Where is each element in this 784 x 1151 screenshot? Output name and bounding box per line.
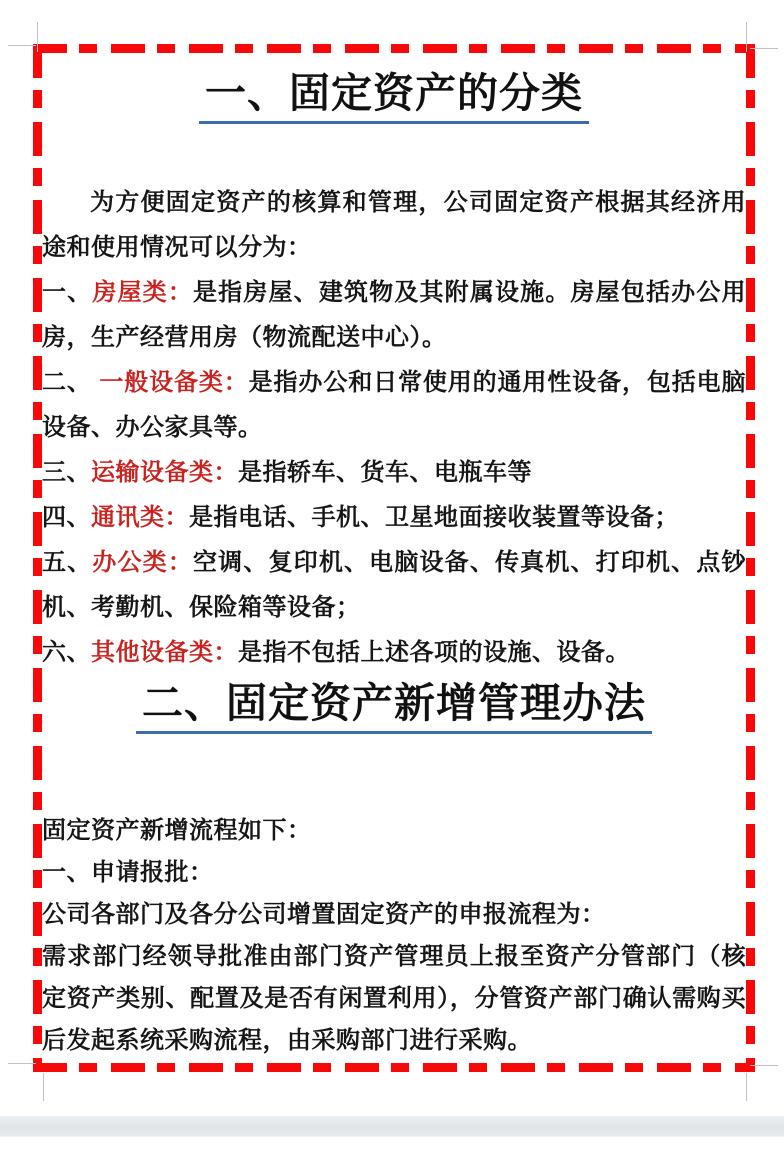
paragraph-text: 是指房屋、建筑物及其附属设施。房屋包括办公用房，生产经营用房（物流配送中心）。 [42,279,746,351]
paragraph-text: 是指轿车、货车、电瓶车等 [238,459,532,486]
category-label: 运输设备类： [91,459,238,486]
crop-mark-bottom-right-v [746,1073,747,1101]
heading-1-text: 一、固定资产的分类 [199,67,589,124]
body-paragraph [42,630,746,675]
category-label: 通讯类： [91,504,189,531]
body-paragraph [42,894,746,936]
page-border-bottom [33,1063,755,1072]
paragraph-text: 公司各部门及各分公司增置固定资产的申报流程为： [42,901,606,928]
category-label: 一般设备类： [99,369,249,396]
paragraph-text: 四、 [42,504,91,531]
category-label: 办公类： [92,549,194,576]
page-border-right [746,44,755,1072]
paragraph-text: 六、 [42,639,91,666]
paragraph-text: 是指办公和日常使用的通用性设备，包括电脑设备、办公家具等。 [42,369,746,441]
body-paragraph [42,852,746,894]
paragraph-text: 五、 [42,549,93,576]
heading-2-text: 二、固定资产新增管理办法 [136,677,652,734]
paragraph-text: 一、 [42,279,93,306]
crop-mark-top-right-v [746,22,747,52]
paragraph-text: 空调、复印机、电脑设备、传真机、打印机、点钞机、考勤机、保险箱等设备； [42,549,746,621]
paragraph-text: 一、申请报批： [42,859,214,886]
paragraph-text: 为方便固定资产的核算和管理，公司固定资产根据其经济用途和使用情况可以分为： [42,189,746,261]
crop-mark-bottom-right-h [750,1065,778,1066]
body-paragraph [42,540,746,630]
document-page [42,53,746,1063]
page-border-top [33,44,755,53]
paragraph-text: 需求部门经领导批准由部门资产管理员上报至资产分管部门（核定资产类别、配置及是否有闲置利用），分管资产部门确认需购买后发起系统采购流程，由采购部门进行采购。 [42,943,746,1054]
body-paragraph [42,270,746,360]
paragraph-text: 是指不包括上述各项的设施、设备。 [238,639,630,666]
body-paragraph [42,495,746,540]
heading-1 [42,67,746,124]
viewer-bottom-bar [0,1116,784,1137]
paragraph-text: 是指电话、手机、卫星地面接收装置等设备； [189,504,679,531]
crop-mark-top-right-h [750,48,778,49]
heading-2 [42,677,746,734]
crop-mark-top-left-v [37,22,38,52]
body-paragraph [42,360,746,450]
body-paragraph [42,180,746,270]
crop-mark-top-left-h [8,45,36,46]
paragraph-text: 三、 [42,459,91,486]
body-paragraph [42,936,746,1062]
category-label: 房屋类： [92,279,194,306]
body-paragraph [42,810,746,852]
category-label: 其他设备类： [91,639,238,666]
paragraph-text: 二、 [42,369,100,396]
crop-mark-bottom-left-v [43,1073,44,1101]
paragraph-text: 固定资产新增流程如下： [42,817,312,844]
body-paragraph [42,450,746,495]
page-border-left [33,44,42,1072]
crop-mark-bottom-left-h [8,1063,36,1064]
